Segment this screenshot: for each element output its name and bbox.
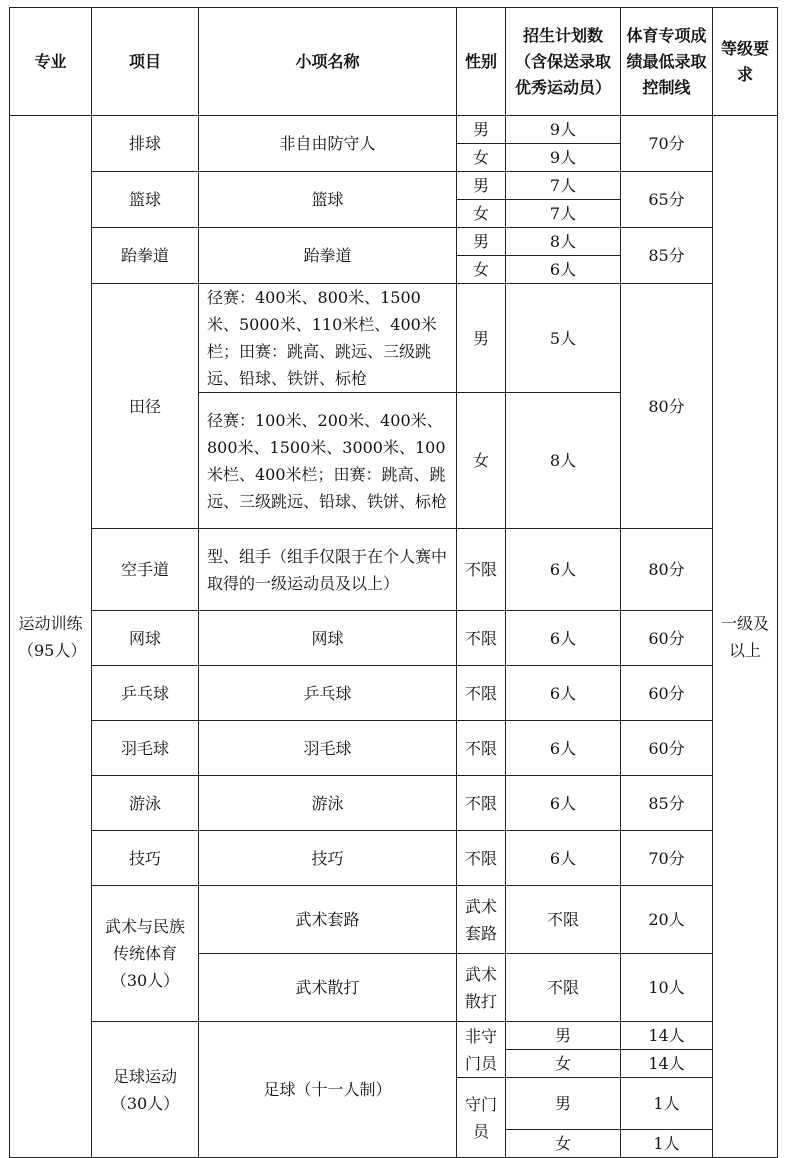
gender-cell: 女 bbox=[457, 200, 506, 228]
project-gymnastics: 技巧 bbox=[92, 831, 199, 886]
gender-cell: 不限 bbox=[457, 831, 506, 886]
count-cell: 20人 bbox=[621, 886, 713, 954]
gender-cell: 女 bbox=[506, 1130, 621, 1158]
major-football: 足球运动（30人） bbox=[92, 1022, 199, 1158]
item-wushu-routine: 武术套路 bbox=[457, 886, 506, 954]
item-athletics-male: 径赛：400米、800米、1500米、5000米、110米栏、400米栏；田赛：跳高、跳远、三级跳远、铅球、铁饼、标枪 bbox=[199, 284, 457, 393]
gender-cell: 不限 bbox=[457, 776, 506, 831]
header-item-name: 小项名称 bbox=[199, 8, 457, 116]
score-cell: 85分 bbox=[621, 776, 713, 831]
project-athletics: 田径 bbox=[92, 284, 199, 529]
table-row bbox=[10, 776, 778, 831]
gender-cell: 不限 bbox=[457, 666, 506, 721]
table-row bbox=[10, 831, 778, 886]
count-cell: 6人 bbox=[506, 831, 621, 886]
count-cell: 14人 bbox=[621, 1050, 713, 1078]
project-badminton: 羽毛球 bbox=[92, 721, 199, 776]
score-cell: 65分 bbox=[621, 172, 713, 228]
score-cell: 60分 bbox=[621, 721, 713, 776]
score-cell: 60分 bbox=[621, 666, 713, 721]
score-cell: 85分 bbox=[621, 228, 713, 284]
gender-cell: 男 bbox=[506, 1022, 621, 1050]
gender-cell: 不限 bbox=[457, 721, 506, 776]
gender-cell: 不限 bbox=[506, 886, 621, 954]
item-field-player: 非守门员 bbox=[457, 1022, 506, 1078]
item-basketball: 篮球 bbox=[199, 172, 457, 228]
gender-cell: 男 bbox=[457, 228, 506, 256]
gender-cell: 女 bbox=[457, 256, 506, 284]
project-tennis: 网球 bbox=[92, 611, 199, 666]
project-wushu-sanda: 武术散打 bbox=[199, 954, 457, 1022]
score-cell: 60分 bbox=[621, 611, 713, 666]
project-football: 足球（十一人制） bbox=[199, 1022, 457, 1158]
header-gender: 性别 bbox=[457, 8, 506, 116]
count-cell: 8人 bbox=[506, 228, 621, 256]
header-level: 等级要求 bbox=[713, 8, 778, 116]
table-row bbox=[10, 116, 778, 144]
score-cell: 80分 bbox=[621, 284, 713, 529]
count-cell: 14人 bbox=[621, 1022, 713, 1050]
item-swimming: 游泳 bbox=[199, 776, 457, 831]
header-min-score: 体育专项成绩最低录取控制线 bbox=[621, 8, 713, 116]
header-project: 项目 bbox=[92, 8, 199, 116]
gender-cell: 女 bbox=[506, 1050, 621, 1078]
major-training: 运动训练（95人） bbox=[10, 116, 92, 1158]
gender-cell: 男 bbox=[457, 116, 506, 144]
header-enrollment-plan: 招生计划数（含保送录取优秀运动员） bbox=[506, 8, 621, 116]
project-karate: 空手道 bbox=[92, 529, 199, 611]
count-cell: 7人 bbox=[506, 200, 621, 228]
table-row bbox=[10, 1022, 778, 1050]
count-cell: 1人 bbox=[621, 1078, 713, 1130]
count-cell: 6人 bbox=[506, 611, 621, 666]
gender-cell: 男 bbox=[506, 1078, 621, 1130]
score-cell: 80分 bbox=[621, 529, 713, 611]
count-cell: 9人 bbox=[506, 144, 621, 172]
count-cell: 6人 bbox=[506, 776, 621, 831]
gender-cell: 男 bbox=[457, 172, 506, 200]
header-major: 专业 bbox=[10, 8, 92, 116]
item-volleyball: 非自由防守人 bbox=[199, 116, 457, 172]
table-row bbox=[10, 721, 778, 776]
project-pingpong: 乒乓球 bbox=[92, 666, 199, 721]
project-basketball: 篮球 bbox=[92, 172, 199, 228]
count-cell: 5人 bbox=[506, 284, 621, 393]
item-taekwondo: 跆拳道 bbox=[199, 228, 457, 284]
item-karate: 型、组手（组手仅限于在个人赛中取得的一级运动员及以上） bbox=[199, 529, 457, 611]
table-row bbox=[10, 172, 778, 200]
project-volleyball: 排球 bbox=[92, 116, 199, 172]
count-cell: 8人 bbox=[506, 393, 621, 529]
count-cell: 6人 bbox=[506, 721, 621, 776]
item-tennis: 网球 bbox=[199, 611, 457, 666]
score-cell: 70分 bbox=[621, 831, 713, 886]
item-badminton: 羽毛球 bbox=[199, 721, 457, 776]
count-cell: 6人 bbox=[506, 529, 621, 611]
count-cell: 6人 bbox=[506, 256, 621, 284]
score-cell: 70分 bbox=[621, 116, 713, 172]
item-gymnastics: 技巧 bbox=[199, 831, 457, 886]
count-cell: 6人 bbox=[506, 666, 621, 721]
item-athletics-female: 径赛：100米、200米、400米、800米、1500米、3000米、100米栏、400米栏；田赛：跳高、跳远、三级跳远、铅球、铁饼、标枪 bbox=[199, 393, 457, 529]
gender-cell: 不限 bbox=[506, 954, 621, 1022]
count-cell: 7人 bbox=[506, 172, 621, 200]
admission-plan-table bbox=[9, 7, 778, 1158]
level-training: 一级及以上 bbox=[713, 116, 778, 1158]
gender-cell: 男 bbox=[457, 284, 506, 393]
item-goalkeeper: 守门员 bbox=[457, 1078, 506, 1158]
gender-cell: 不限 bbox=[457, 529, 506, 611]
count-cell: 9人 bbox=[506, 116, 621, 144]
admission-table-wrapper bbox=[9, 7, 778, 1158]
count-cell: 10人 bbox=[621, 954, 713, 1022]
item-pingpong: 乒乓球 bbox=[199, 666, 457, 721]
project-swimming: 游泳 bbox=[92, 776, 199, 831]
table-row bbox=[10, 886, 778, 954]
gender-cell: 女 bbox=[457, 144, 506, 172]
item-wushu-sanda: 武术散打 bbox=[457, 954, 506, 1022]
gender-cell: 不限 bbox=[457, 611, 506, 666]
table-row bbox=[10, 284, 778, 393]
count-cell: 1人 bbox=[621, 1130, 713, 1158]
gender-cell: 女 bbox=[457, 393, 506, 529]
table-row bbox=[10, 611, 778, 666]
major-wushu: 武术与民族传统体育（30人） bbox=[92, 886, 199, 1022]
project-taekwondo: 跆拳道 bbox=[92, 228, 199, 284]
table-row bbox=[10, 529, 778, 611]
table-row bbox=[10, 666, 778, 721]
header-row bbox=[10, 8, 778, 116]
project-wushu-routine: 武术套路 bbox=[199, 886, 457, 954]
table-row bbox=[10, 228, 778, 256]
